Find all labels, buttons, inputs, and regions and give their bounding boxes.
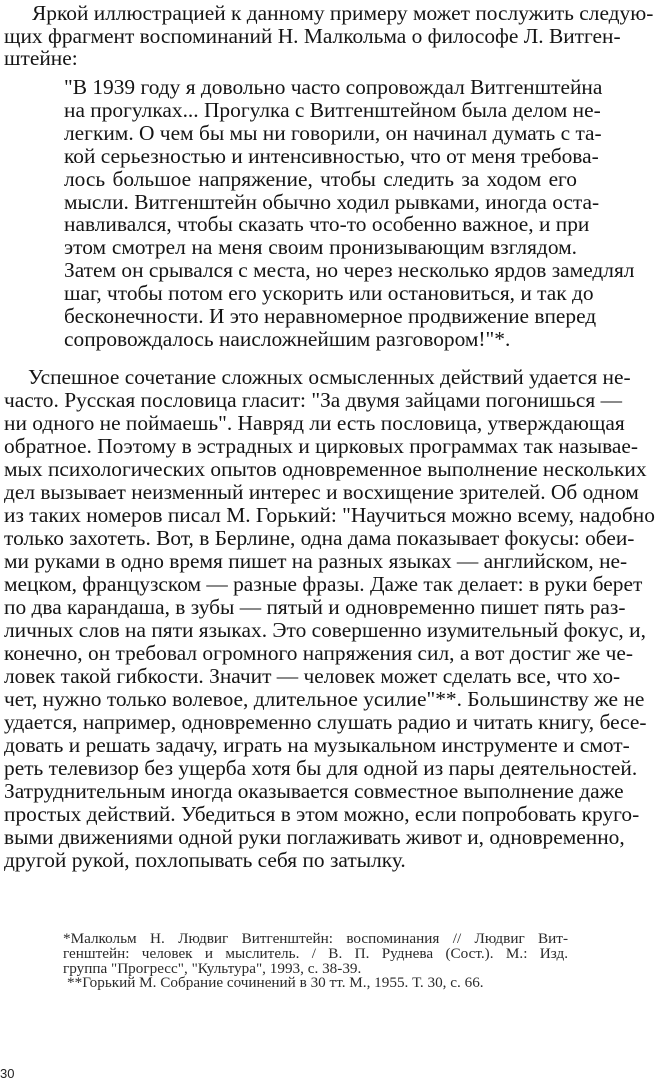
text-line: ни одного не поймаешь". Навряд ли есть пословица, утверждающая — [4, 411, 625, 435]
text-line: часто. Русская пословица гласит: "За двумя зайцами погонишься — — [4, 388, 622, 412]
text-line: простых действий. Убедиться в этом можно, если попробовать круго- — [4, 802, 640, 826]
quote-line: легким. О чем бы мы ни говорили, он начинал думать с та- — [64, 120, 602, 145]
text-line: довать и решать задачу, играть на музыкальном инструменте и смот- — [4, 733, 630, 757]
quote-line: кой серьезностью и интенсивностью, что от меня требова- — [64, 143, 599, 168]
text-line: по два карандаша, в зубы — пятый и одновременно пишет пять раз- — [4, 595, 626, 619]
footnotes — [63, 932, 568, 991]
text-line: Успешное сочетание сложных осмысленных действий удается не- — [28, 365, 631, 389]
quote-line: лось большое напряжение, чтобы следить за ходом его — [64, 166, 577, 191]
lead-paragraph — [4, 1, 654, 71]
quote-line: мысли. Витгенштейн обычно ходил рывками, иногда оста- — [64, 189, 600, 214]
quote-line: бесконечности. И это неравномерное продвижение вперед — [64, 304, 597, 329]
main-paragraph — [4, 365, 655, 872]
text-line: удается, например, одновременно слушать радио и читать книгу, бесе- — [4, 710, 647, 734]
text-line: дел вызывает неизменный интерес и восхищение зрителей. Об одном — [4, 480, 639, 504]
text-line: реть телевизор без ущерба хотя бы для одной из пары деятельностей. — [4, 756, 638, 780]
text-line: конечно, он требовал огромного напряжения сил, а вот достиг же че- — [4, 641, 633, 665]
text-line: щих фрагмент воспоминаний Н. Малкольма о философе Л. Витген- — [4, 23, 621, 48]
quote-line: навливался, чтобы сказать что-то особенно важное, и при — [64, 212, 590, 237]
text-line: ми руками в одно время пишет на разных языках — английском, не- — [4, 549, 628, 573]
text-line: из таких номеров писал М. Горький: "Научиться можно всему, надобно — [4, 503, 655, 527]
quote-line: сопровождалось наисложнейшим разговором!"*. — [64, 326, 511, 351]
text-line: только захотеть. Вот, в Берлине, одна дама показывает фокусы: обеи- — [4, 526, 635, 550]
quote-line: "В 1939 году я довольно часто сопровождал Витгенштейна — [64, 75, 603, 99]
text-line: выми движениями одной руки поглаживать живот и, одновременно, — [4, 825, 625, 849]
footnote-line: *Малкольм Н. Людвиг Витгенштейн: воспоминания // Людвиг Вит- — [63, 930, 568, 947]
footnote-line: генштейн: человек и мыслитель. / В. П. Руднева (Сост.). М.: Изд. — [63, 944, 568, 962]
text-line: Яркой иллюстрацией к данному примеру может послужить следую- — [32, 1, 654, 25]
text-line: личных слов на пяти языках. Это совершенно изумительный фокус, и, — [4, 618, 646, 642]
text-line: ловек такой гибкости. Значит — человек может сделать все, что хо- — [4, 664, 621, 688]
text-line: мых психологических опытов одновременное выполнение нескольких — [4, 457, 647, 481]
text-line: штейне: — [4, 46, 78, 71]
quote-line: Затем он срывался с места, но через несколько ярдов замедлял — [64, 258, 635, 283]
text-line: обратное. Поэтому в эстрадных и цирковых программах так называе- — [4, 434, 639, 458]
text-line: чет, нужно только волевое, длительное усилие"**. Большинству же не — [4, 687, 645, 711]
quote-line: этом смотрел на меня своим пронизывающим взглядом. — [64, 235, 577, 260]
text-line: мецком, французском — разные фразы. Даже так делает: в руки берет — [4, 572, 643, 596]
footnote-line: **Горький М. Собрание сочинений в 30 тт. М., 1955. Т. 30, с. 66. — [67, 974, 484, 992]
quote-line: шаг, чтобы потом его ускорить или остановиться, и так до — [64, 281, 594, 306]
quote-line: на прогулках... Прогулка с Витгенштейном была делом не- — [64, 97, 601, 122]
text-line: другой рукой, похлопывать себя по затылку. — [4, 848, 406, 872]
text-line: Затруднительным иногда оказывается совместное выполнение даже — [4, 779, 624, 803]
footnote-line: группа "Прогресс", "Культура", 1993, с. 38-39. — [63, 959, 362, 977]
quote-paragraph — [64, 75, 635, 351]
page-number: 30 — [0, 1066, 15, 1081]
